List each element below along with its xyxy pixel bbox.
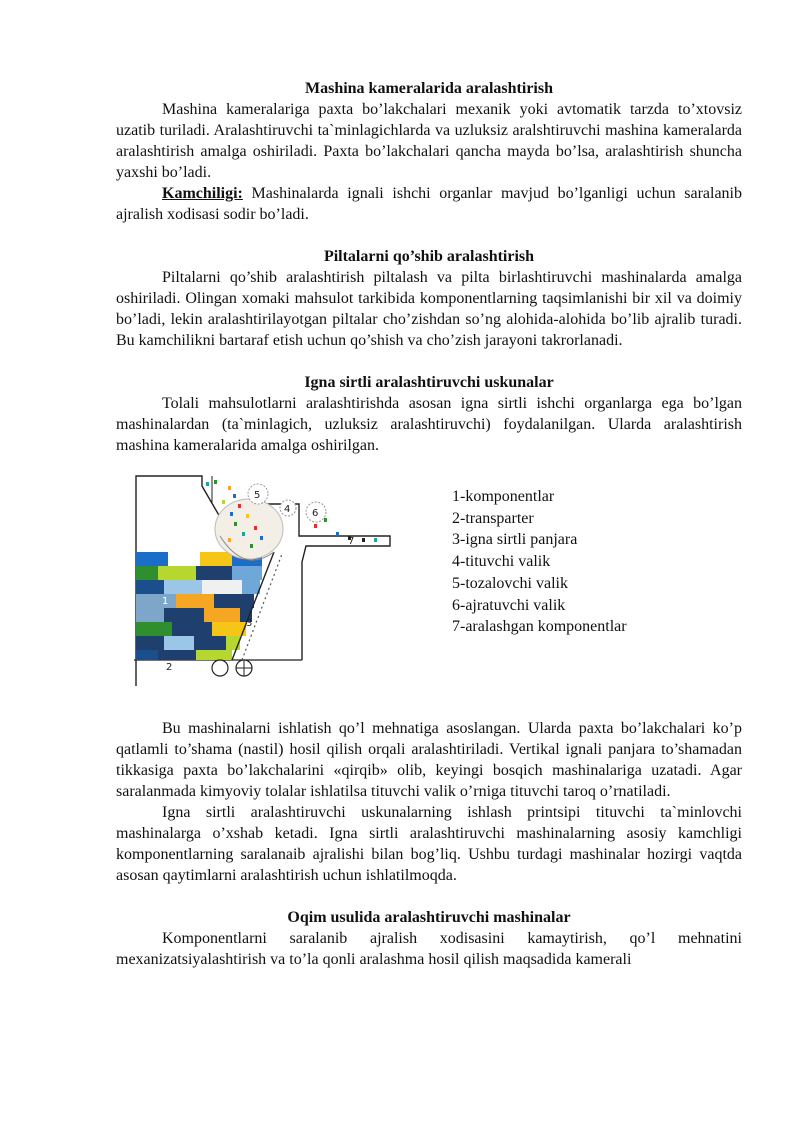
paragraph: Igna sirtli aralashtiruvchi uskunalarning ishlash printsipi tituvchi ta`minlovchi mashinalarga o’xshab ketadi. Igna sirtli aralashtiruvchi mashinalarning asosiy kamchligi komponentlarning saralanaib ajralishi bilan bog’liq. Ushbu turdagi mashinalar hozirgi vaqtda asosan qaytimlarni aralashtirish uchun ishlatilmoqda.: [116, 804, 742, 884]
components-stack: [136, 552, 262, 660]
paragraph: Bu mashinalarni ishlatish qo’l mehnatiga asoslangan. Ularda paxta bo’lakchalari ko’p qatlamli to’shama (nastil) hosil qilish orqali aralashtiriladi. Vertikal ignali panjara to’shamadan tikkasiga paxta bo’lakchalarini «qirqib» olib, keyingi bosqich mashinalariga uzatadi. Agar saralanmada kimyoviy tolalar ishlatilsa tituvchi valik o’rniga tituvchi taroq o’rnatiladi.: [116, 720, 742, 800]
section-title-needle-mixers: Igna sirtli aralashtiruvchi uskunalar: [304, 374, 554, 391]
legend-item: 5-tozalovchi valik: [452, 574, 568, 592]
callout-7: 7: [348, 536, 355, 547]
legend-item: 6-ajratuvchi valik: [452, 596, 566, 614]
callout-2: 2: [166, 662, 173, 673]
section-title-chamber-mixing: Mashina kameralarida aralashtirish: [304, 80, 553, 97]
callout-1: 1: [162, 596, 169, 607]
mixer-diagram: [134, 474, 396, 688]
section-title-flow-mixers: Oqim usulida aralashtiruvchi mashinalar: [287, 909, 571, 926]
drawback-text: Mashinalarda ignali ishchi organlar mavjud bo’lganligi uchun saralanib ajralish xodisasi sodir bo’ladi.: [116, 185, 742, 223]
callout-5: 5: [254, 490, 261, 501]
legend-item: 3-igna sirtli panjara: [452, 531, 578, 549]
conveyor-roller: [212, 660, 228, 676]
legend-item: 4-tituvchi valik: [452, 553, 551, 571]
legend-item: 7-aralashgan komponentlar: [452, 618, 627, 636]
drawback-paragraph: [116, 183, 742, 225]
paragraph: Komponentlarni saralanib ajralish xodisasini kamaytirish, qo’l mehnatini mexanizatsiyalashtirish va to’la qonli aralashma hosil qilish maqsadida kamerali: [116, 930, 742, 968]
mixer-figure: [116, 474, 742, 710]
legend-item: 1-komponentlar: [452, 488, 555, 505]
document-page: [116, 78, 742, 970]
drawback-label: Kamchiligi:: [162, 185, 243, 202]
callout-6: 6: [312, 508, 319, 519]
callout-3: 3: [246, 618, 253, 629]
section-title-sliver-mixing: Piltalarni qo’shib aralashtirish: [323, 248, 535, 265]
paragraph: Mashina kameralariga paxta bo’lakchalari mexanik yoki avtomatik tarzda to’xtovsiz uzatib turiladi. Aralashtiruvchi ta`minlagichlarda va uzluksiz aralshtiruvchi mashina kameralarda aralashtirish amalga oshiriladi. Paxta bo’lakchalari qancha mayda bo’lsa, aralashtirish shuncha yaxshi bo’ladi.: [116, 101, 742, 181]
paragraph: Piltalarni qo’shib aralashtirish piltalash va pilta birlashtiruvchi mashinalarda amalga oshiriladi. Olingan xomaki mahsulot tarkibida komponentlarning taqsimlanishi bir xil va doimiy bo’ladi, lekin aralashtirilayotgan piltalar cho’zishdan so’ng alohida-alohida bo’lib ajralib turadi. Bu kamchilikni bartaraf etish uchun qo’shish va cho’zish jarayoni takrorlanadi.: [116, 269, 742, 349]
callout-4: 4: [284, 504, 291, 515]
mixed-fiber-cloud: [215, 499, 283, 559]
legend-item: 2-transparter: [452, 509, 534, 527]
figure-legend: [452, 486, 627, 638]
paragraph: Tolali mahsulotlarni aralashtirishda asosan igna sirtli ishchi organlarga ega bo’lgan mashinalardan (ta`minlagich, uzluksiz aralashtiruvchi) foydalanilgan. Ularda aralashtirish mashina kameralarida amalga oshirilgan.: [116, 395, 742, 454]
